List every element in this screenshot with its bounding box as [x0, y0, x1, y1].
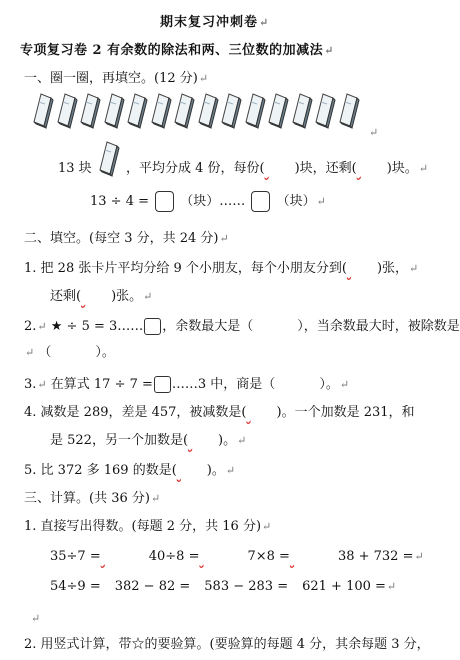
section2-q4-cont: [50, 432, 246, 450]
section1-equation: [90, 190, 326, 214]
answer-blank-remain[interactable]: [357, 160, 387, 178]
blank-line-mark: [30, 610, 40, 628]
calc-item: 382 − 82 =: [114, 579, 191, 594]
q3-equation: 在算式 17 ÷ 7 =: [50, 377, 153, 392]
section2-q1-cont: [50, 288, 152, 306]
calc-item: 621 + 100 =: [302, 579, 386, 594]
q5-text-a: 5. 比 372 多 169 的数是(: [24, 463, 177, 478]
return-mark: ↵: [259, 16, 270, 29]
calc-item: 583 − 283 =: [204, 579, 289, 594]
return-mark: ↵: [198, 72, 209, 85]
return-mark: ↵: [262, 520, 272, 533]
calc-item: 40÷8 =: [148, 549, 200, 564]
q2-text-d: ），当余数最大时，被除数是: [297, 319, 460, 334]
answer-blank-q4b[interactable]: [188, 432, 218, 450]
section3-q1: [24, 518, 271, 536]
answer-box-quotient[interactable]: [155, 191, 174, 212]
q2-text-e: （: [38, 345, 52, 360]
book-block-icon: [98, 140, 120, 178]
answer-blank-each[interactable]: [265, 160, 295, 178]
return-mark: ↵: [339, 378, 350, 391]
answer-blank-q4a[interactable]: [247, 404, 277, 422]
book-block-icon[interactable]: [79, 92, 101, 130]
answer-blank-q2a[interactable]: [253, 316, 297, 338]
answer-box-remainder[interactable]: [251, 191, 270, 212]
return-mark: ↵: [143, 290, 153, 303]
book-block-icon[interactable]: [267, 92, 289, 130]
block-row: [32, 96, 372, 136]
section3-heading-text: 三、计算。(共 36 分): [24, 491, 150, 506]
blocks-count-text: 13 块: [58, 161, 92, 176]
q4-text-d: )。: [218, 433, 237, 448]
book-block-icon[interactable]: [244, 92, 266, 130]
q3-number: 3.: [24, 377, 37, 392]
return-mark: ↵: [225, 464, 236, 477]
book-block-icon[interactable]: [56, 92, 78, 130]
answer-blank-q2b[interactable]: [51, 344, 95, 362]
calc-row-1: [50, 548, 424, 566]
return-mark: ↵: [409, 262, 419, 275]
answer-blank-q5[interactable]: [177, 462, 207, 480]
q2-equation: ★ ÷ 5 = 3……: [50, 319, 144, 334]
return-mark: ↵: [219, 232, 229, 245]
q3-text-c: ……3 中，商是（: [171, 377, 276, 392]
q4-text-a: 4. 减数是 289，差是 457，被减数是(: [24, 405, 247, 420]
calc-answer-blank[interactable]: [290, 548, 338, 566]
calc-row-2: [50, 578, 396, 596]
section1-heading: [24, 70, 208, 88]
return-mark: ↵: [316, 195, 326, 208]
line1-part-c: )块。: [386, 161, 418, 176]
title-text: 期末复习冲刺卷: [160, 15, 259, 30]
q1-text-d: )张。: [111, 289, 143, 304]
q5-text-b: )。: [206, 463, 225, 478]
section3-q2: [24, 636, 430, 654]
book-block-icon[interactable]: [32, 92, 54, 130]
return-mark: ↵: [386, 580, 397, 593]
return-mark: ↵: [369, 126, 379, 139]
return-mark: ↵: [31, 612, 41, 625]
section3-q2-text: 2. 用竖式计算，带☆的要验算。(要验算的每题 4 分，其余每题 3 分，: [24, 637, 430, 652]
q2-text-c: ，余数最大是（: [162, 319, 254, 334]
calc-item: 7×8 =: [247, 549, 290, 564]
page-title: [160, 14, 269, 32]
section2-q4: [24, 404, 415, 422]
return-mark: ↵: [37, 320, 47, 333]
q2-text-f: ）。: [95, 345, 115, 360]
book-block-icon[interactable]: [150, 92, 172, 130]
return-mark: ↵: [150, 492, 161, 505]
calc-item: 38 + 732 =: [337, 549, 414, 564]
q3-text-d: ）。: [319, 377, 339, 392]
answer-blank-q3[interactable]: [275, 374, 319, 396]
book-block-icon[interactable]: [126, 92, 148, 130]
book-block-icon[interactable]: [173, 92, 195, 130]
answer-box-q2[interactable]: [144, 318, 161, 335]
line1-part-a: ，平均分成 4 份，每份(: [125, 161, 265, 176]
calc-item: 35÷7 =: [50, 549, 101, 564]
q1-text-b: )张，: [376, 261, 409, 276]
return-mark: ↵: [237, 434, 247, 447]
section2-q5: [24, 462, 235, 480]
return-mark: ↵: [37, 378, 47, 391]
equation-unit1: （块）……: [180, 194, 246, 209]
section1-line1: [58, 160, 428, 178]
book-block-icon[interactable]: [103, 92, 125, 130]
book-block-icon[interactable]: [314, 92, 336, 130]
answer-blank-q1a[interactable]: [347, 260, 377, 278]
book-block-icon[interactable]: [197, 92, 219, 130]
section2-heading: [24, 230, 229, 248]
book-block-icon[interactable]: [220, 92, 242, 130]
return-mark: ↵: [414, 550, 424, 563]
section2-heading-text: 二、填空。(每空 3 分，共 24 分): [24, 231, 219, 246]
book-block-icon[interactable]: [291, 92, 313, 130]
calc-answer-blank[interactable]: [101, 548, 149, 566]
section2-q2-cont: [24, 344, 115, 362]
q2-number: 2.: [24, 319, 37, 334]
calc-item: 54÷9 =: [50, 579, 101, 594]
book-block-icon[interactable]: [338, 92, 360, 130]
q1-text-a: 1. 把 28 张卡片平均分给 9 个小朋友，每个小朋友分到(: [24, 261, 347, 276]
section2-q2: [24, 316, 460, 338]
section3-q1-text: 1. 直接写出得数。(每题 2 分，共 16 分): [24, 519, 262, 534]
q1-text-c: 还剩(: [50, 289, 82, 304]
return-mark: ↵: [418, 162, 429, 175]
q4-text-b: )。一个加数是 231，和: [276, 405, 415, 420]
return-mark: ↵: [25, 346, 35, 359]
return-mark: ↵: [324, 44, 334, 57]
section3-heading: [24, 490, 160, 508]
line1-part-b: )块，还剩(: [294, 161, 357, 176]
equation-text: 13 ÷ 4 =: [90, 194, 149, 209]
equation-unit2: （块）: [276, 194, 316, 209]
q4-text-c: 是 522，另一个加数是(: [50, 433, 189, 448]
answer-box-q3[interactable]: [154, 376, 171, 393]
answer-blank-q1b[interactable]: [81, 288, 111, 306]
page-subtitle: [20, 42, 334, 60]
return-mark-row: [368, 124, 378, 142]
calc-answer-blank[interactable]: [199, 548, 247, 566]
section2-q1: [24, 260, 418, 278]
block-inline: [96, 160, 122, 178]
section2-q3: [24, 374, 349, 396]
subtitle-text: 专项复习卷 2 有余数的除法和两、三位数的加减法: [20, 43, 324, 58]
section1-heading-text: 一、圈一圈，再填空。(12 分): [24, 71, 198, 86]
